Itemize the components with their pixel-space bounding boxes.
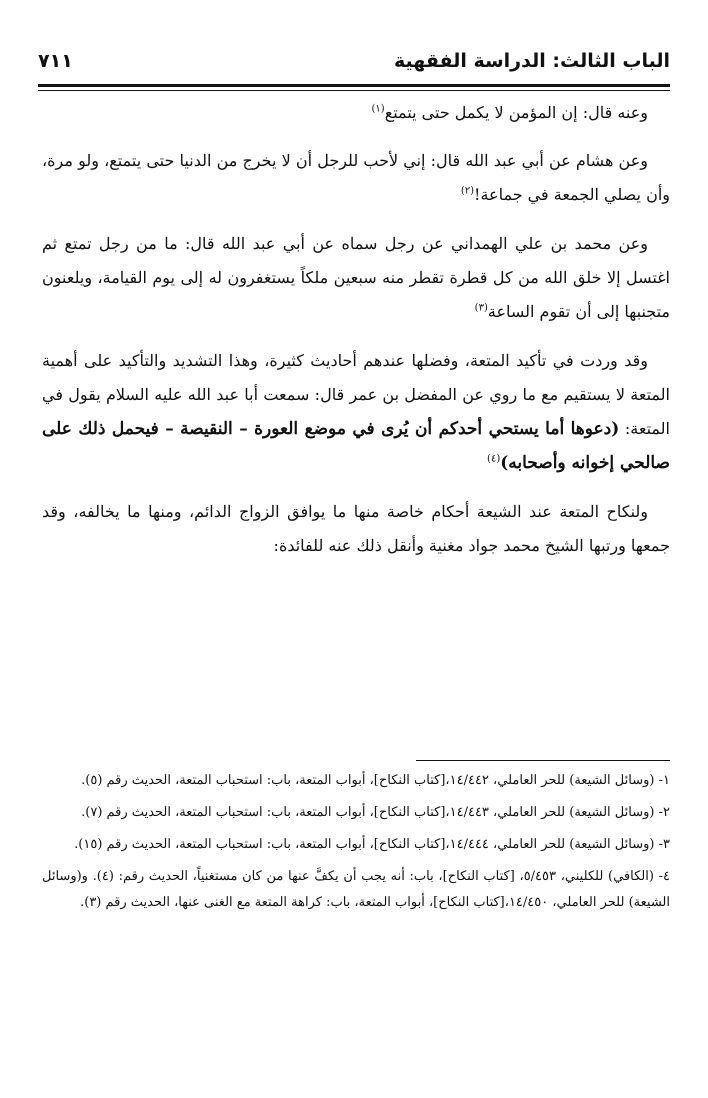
footnote-4 <box>42 864 670 916</box>
paragraph-4 <box>42 344 670 480</box>
footnote-2-number: ٢- <box>658 805 670 820</box>
paragraph-2-text: وعن هشام عن أبي عبد الله قال: إني لأحب للرجل أن لا يخرج من الدنيا حتى يتمتع، ولو مرة، وأن يصلي الجمعة في جماعة! <box>42 151 670 204</box>
footnote-ref-1: (١) <box>371 103 385 115</box>
page-number: ٧١١ <box>38 50 73 72</box>
page-header <box>38 44 670 84</box>
footnote-2 <box>42 800 670 826</box>
footnote-4-text: (الكافي) للكليني، ٥/٤٥٣، [كتاب النكاح]، باب: أنه يجب أن يكفَّ عنها من كان مستغنياً، الحديث رقم: (٤). و(وسائل الشيعة) للحر العاملي، ١٤/٤٥٠،[كتاب النكاح]، أبواب المتعة، باب: كراهة المتعة مع الغنى عنها، الحديث رقم (٣). <box>42 869 670 910</box>
footnote-3-text: (وسائل الشيعة) للحر العاملي، ١٤/٤٤٤،[كتاب النكاح]، أبواب المتعة، باب: استحباب المتعة، الحديث رقم (١٥). <box>74 837 655 852</box>
paragraph-4-text: وقد وردت في تأكيد المتعة، وفضلها عندهم أحاديث كثيرة، وهذا التشديد والتأكيد على أهمية المتعة لا يستقيم مع ما روي عن المفضل بن عمر قال: سمعت أبا عبد الله عليه السلام يقول في المتعة: <box>42 351 670 438</box>
footnote-3-number: ٣- <box>658 837 670 852</box>
footnotes <box>42 768 670 922</box>
footnote-ref-2: (٢) <box>460 185 475 197</box>
main-text <box>42 96 670 578</box>
footnote-ref-3: (٣) <box>474 302 488 314</box>
footnote-3 <box>42 832 670 858</box>
footnote-2-text: (وسائل الشيعة) للحر العاملي، ١٤/٤٤٣،[كتاب النكاح]، أبواب المتعة، باب: استحباب المتعة، الحديث رقم (٧). <box>81 805 655 820</box>
footnote-ref-4: (٤) <box>487 453 501 465</box>
paragraph-3-text: وعن محمد بن علي الهمداني عن رجل سماه عن أبي عبد الله قال: ما من رجل تمتع ثم اغتسل إلا خلق الله من كل قطرة تقطر منه سبعين ملكاً يستغفرون له إلى يوم القيامة، ويلعنون متجنبها إلى أن تقوم الساعة <box>42 234 670 321</box>
footnote-separator <box>416 760 670 761</box>
footnote-1-text: (وسائل الشيعة) للحر العاملي، ١٤/٤٤٢،[كتاب النكاح]، أبواب المتعة، باب: استحباب المتعة، الحديث رقم (٥). <box>81 773 655 788</box>
paragraph-3 <box>42 227 670 329</box>
paragraph-5-text: ولنكاح المتعة عند الشيعة أحكام خاصة منها ما يوافق الزواج الدائم، ومنها ما يخالفه، وقد جمعها ورتبها الشيخ محمد جواد مغنية وأنقل ذلك عنه للفائدة: <box>42 502 670 555</box>
footnote-1 <box>42 768 670 794</box>
footnote-4-number: ٤- <box>658 869 671 884</box>
chapter-title: الباب الثالث: الدراسة الفقهية <box>394 50 670 72</box>
paragraph-1 <box>42 96 670 130</box>
paragraph-2 <box>42 144 670 212</box>
footnote-1-number: ١- <box>658 773 670 788</box>
paragraph-4-quote: (دعوها أما يستحي أحدكم أن يُرى في موضع العورة – النقيصة – فيحمل ذلك على صالحي إخوانه وأصحابه) <box>42 419 670 473</box>
header-rule-thick <box>38 84 670 87</box>
paragraph-1-text: وعنه قال: إن المؤمن لا يكمل حتى يتمتع <box>384 103 648 122</box>
paragraph-5 <box>42 495 670 563</box>
header-rule-thin <box>38 90 670 91</box>
